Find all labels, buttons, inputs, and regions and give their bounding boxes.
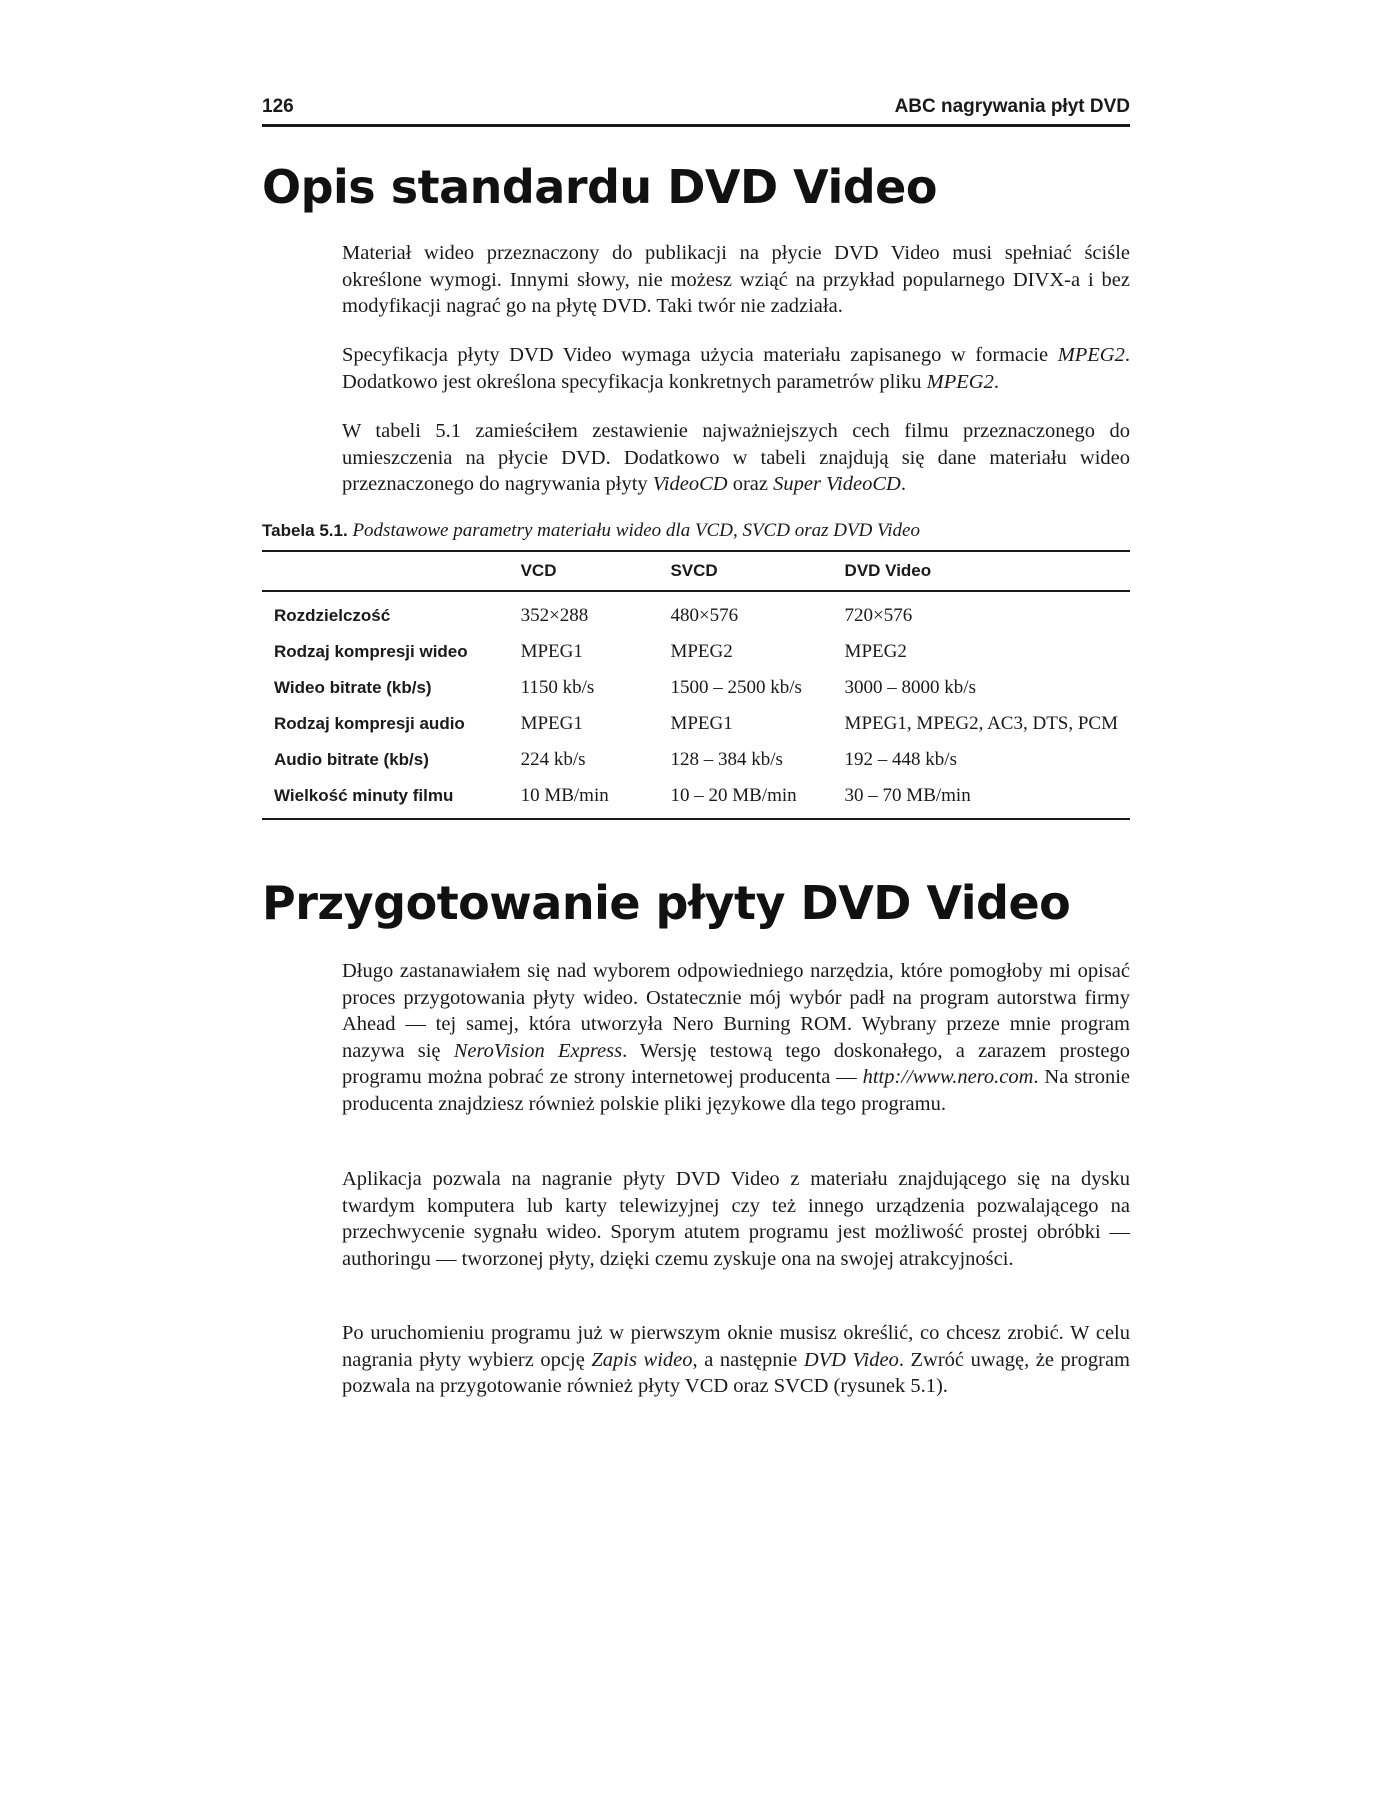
table-cell: 480×576 (670, 605, 739, 626)
table-cell: 10 – 20 MB/min (670, 785, 797, 806)
row-label: Rodzaj kompresji audio (274, 714, 465, 733)
row-label: Wideo bitrate (kb/s) (274, 678, 432, 697)
table-row (262, 742, 1130, 778)
table-cell: 1500 – 2500 kb/s (670, 677, 802, 698)
row-label: Audio bitrate (kb/s) (274, 750, 429, 769)
table-cell: 352×288 (520, 605, 589, 626)
table-cell: 192 – 448 kb/s (844, 749, 957, 770)
parameters-table (262, 550, 1130, 820)
section-heading-dvd-preparation: Przygotowanie płyty DVD Video (262, 876, 1071, 930)
table-header-row (262, 551, 1130, 591)
section-heading-dvd-standard: Opis standardu DVD Video (262, 160, 937, 214)
row-label: Wielkość minuty filmu (274, 786, 454, 805)
paragraph: W tabeli 5.1 zamieściłem zestawienie najważniejszych cech filmu przeznaczonego do umieszczenia na płycie DVD. Dodatkowo w tabeli znajdują się dane materiału wideo przeznaczonego do nagrywania płyty VideoCD oraz Super VideoCD. (342, 420, 1130, 495)
page-number: 126 (262, 96, 294, 117)
table-header-cell: DVD Video (833, 551, 1130, 591)
paragraph: Materiał wideo przeznaczony do publikacji na płycie DVD Video musi spełniać ściśle określone wymogi. Innymi słowy, nie możesz wziąć na przykład popularnego DIVX-a i bez modyfikacji nagrać go na płytę DVD. Taki twór nie zadziała. (342, 242, 1130, 317)
table-cell: 1150 kb/s (520, 677, 595, 698)
running-header (262, 96, 1130, 127)
row-label: Rodzaj kompresji wideo (274, 642, 468, 661)
paragraph: Długo zastanawiałem się nad wyborem odpowiedniego narzędzia, które pomogłoby mi opisać proces przygotowania płyty wideo. Ostatecznie mój wybór padł na program autorstwa firmy Ahead — tej samej, która utworzyła Nero Burning ROM. Wybrany przeze mnie program nazywa się NeroVision Express. Wersję testową tego doskonałego, a zarazem prostego programu można pobrać ze strony internetowej producenta — http://www.nero.com. Na stronie producenta znajdziesz również polskie pliki językowe dla tego programu. (342, 960, 1130, 1115)
table-header-cell (262, 551, 509, 591)
table-cell: MPEG2 (844, 641, 907, 662)
table-cell: 128 – 384 kb/s (670, 749, 783, 770)
table-cell: MPEG2 (670, 641, 733, 662)
table-cell: MPEG1 (670, 713, 733, 734)
paragraph: Aplikacja pozwala na nagranie płyty DVD Video z materiału znajdującego się na dysku twardym komputera lub karty telewizyjnej czy też innego urządzenia pozwalającego na przechwycenie sygnału wideo. Sporym atutem programu jest możliwość prostej obróbki — authoringu — tworzonej płyty, dzięki czemu zyskuje ona na swojej atrakcyjności. (342, 1168, 1130, 1270)
table-cell: MPEG1 (520, 641, 583, 662)
row-label: Rozdzielczość (274, 606, 391, 625)
table-cell: 10 MB/min (520, 785, 609, 806)
table-cell: 720×576 (844, 605, 913, 626)
paragraph: Po uruchomieniu programu już w pierwszym oknie musisz określić, co chcesz zrobić. W celu nagrania płyty wybierz opcję Zapis wideo, a następnie DVD Video. Zwróć uwagę, że program pozwala na przygotowanie również płyty VCD oraz SVCD (rysunek 5.1). (342, 1322, 1130, 1397)
table-row (262, 670, 1130, 706)
table-header-cell: VCD (509, 551, 659, 591)
url-text: http://www.nero.com (862, 1066, 1034, 1088)
book-title: ABC nagrywania płyt DVD (894, 96, 1130, 117)
table-row (262, 778, 1130, 819)
table-caption-label: Tabela 5.1. (262, 521, 348, 540)
paragraph: Specyfikacja płyty DVD Video wymaga użycia materiału zapisanego w formacie MPEG2. Dodatkowo jest określona specyfikacja konkretnych parametrów pliku MPEG2. (342, 344, 1130, 393)
table-cell: 30 – 70 MB/min (844, 785, 971, 806)
table-cell: 224 kb/s (520, 749, 586, 770)
table-cell: 3000 – 8000 kb/s (844, 677, 976, 698)
table-row (262, 634, 1130, 670)
table-caption (262, 520, 1130, 542)
table-row (262, 591, 1130, 634)
table-caption-text: Podstawowe parametry materiału wideo dla VCD, SVCD oraz DVD Video (352, 520, 920, 541)
table-row (262, 706, 1130, 742)
table-cell: MPEG1, MPEG2, AC3, DTS, PCM (844, 713, 1118, 734)
table-cell: MPEG1 (520, 713, 583, 734)
table-header-cell: SVCD (658, 551, 832, 591)
